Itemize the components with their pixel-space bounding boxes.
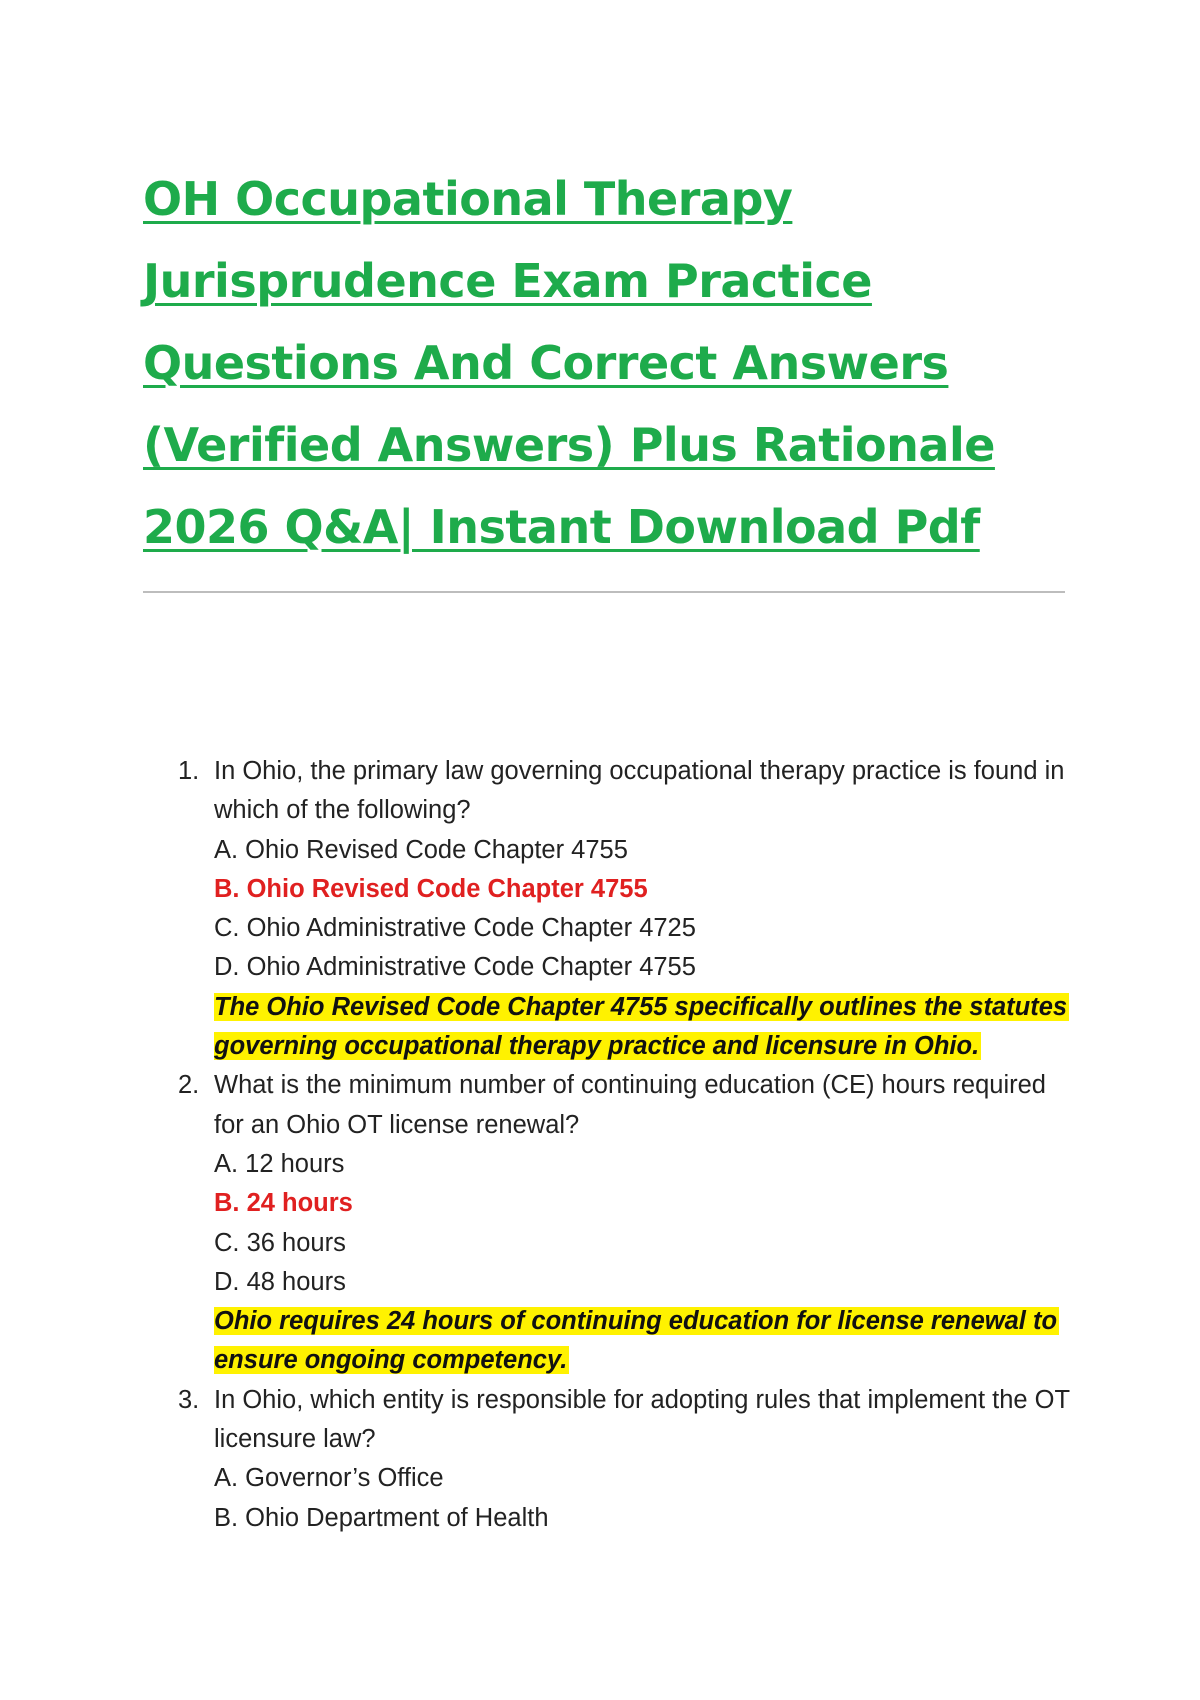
answer-option: B. Ohio Department of Health — [214, 1503, 549, 1532]
question-text: In Ohio, the primary law governing occupational therapy practice is found in which of the following? — [214, 757, 1065, 825]
answer-option: D. 48 hours — [214, 1267, 346, 1296]
rationale-text — [214, 988, 1078, 1067]
question-item — [178, 1381, 1078, 1538]
rationale-highlight: Ohio requires 24 hours of continuing education for license renewal to ensure ongoing competency. — [214, 1307, 1058, 1375]
question-number: 3. — [178, 1385, 200, 1414]
rationale-text — [214, 1302, 1078, 1381]
question-number: 1. — [178, 757, 200, 785]
answer-option: D. Ohio Administrative Code Chapter 4755 — [214, 953, 696, 982]
question-list — [178, 752, 1078, 1538]
horizontal-rule — [143, 591, 1065, 593]
answer-option: A. 12 hours — [214, 1149, 345, 1178]
document-title-text[interactable]: OH Occupational Therapy Jurisprudence Exam Practice Questions And Correct Answers (Verified Answers) Plus Rationale 2026 Q&A| Instant Download Pdf — [143, 172, 995, 554]
rationale-highlight: The Ohio Revised Code Chapter 4755 specifically outlines the statutes governing occupational therapy practice and licensure in Ohio. — [214, 992, 1068, 1061]
question-text: What is the minimum number of continuing education (CE) hours required for an Ohio OT license renewal? — [214, 1071, 1046, 1139]
question-text: In Ohio, which entity is responsible for adopting rules that implement the OT licensure law? — [214, 1385, 1070, 1454]
question-number: 2. — [178, 1071, 200, 1100]
answer-option: C. Ohio Administrative Code Chapter 4725 — [214, 914, 696, 943]
document-title[interactable] — [143, 158, 1073, 568]
question-item — [178, 752, 1078, 1066]
answer-option: A. Ohio Revised Code Chapter 4755 — [214, 835, 628, 864]
correct-answer-option: B. 24 hours — [214, 1189, 353, 1218]
answer-option: C. 36 hours — [214, 1228, 346, 1257]
question-item — [178, 1066, 1078, 1380]
correct-answer-option: B. Ohio Revised Code Chapter 4755 — [214, 874, 648, 903]
answer-option: A. Governor’s Office — [214, 1464, 444, 1493]
